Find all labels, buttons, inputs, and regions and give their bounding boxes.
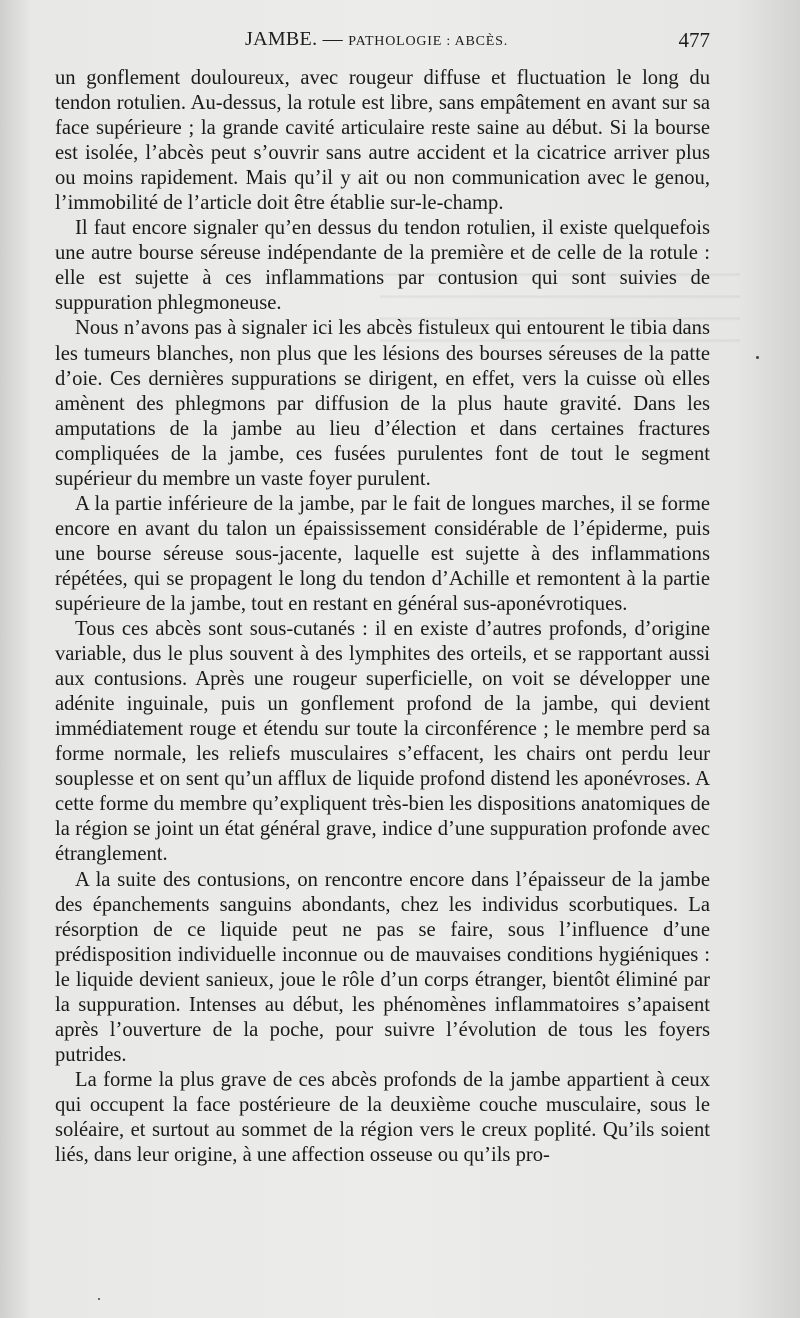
ink-speck [756, 356, 759, 359]
page-number: 477 [678, 28, 710, 52]
body-text [55, 66, 710, 1168]
paragraph-4: A la partie inférieure de la jambe, par le fait de longues marches, il se forme encore en avant du talon un épaississement considérable de l’épiderme, puis une bourse séreuse sous-jacente, laquelle est sujette à des inflammations répétées, qui se propagent le long du tendon d’Achille et remontent à la partie supérieure de la jambe, tout en restant en général sus-aponévrotiques. [55, 492, 710, 615]
running-head [245, 28, 508, 51]
paragraph-6: A la suite des contusions, on rencontre encore dans l’épaisseur de la jambe des épanchements sanguins abondants, chez les individus scorbutiques. La résorption de ce liquide peut ne pas se faire, sous l’influence d’une prédisposition individuelle inconnue ou de mauvaises conditions hygiéniques : le liquide devient sanieux, joue le rôle d’un corps étranger, bientôt éliminé par la suppuration. Intenses au début, les phénomènes inflammatoires s’apaisent après l’ouverture de la poche, pour suivre l’évolution de tous les foyers putrides. [55, 868, 710, 1066]
paragraph-1: un gonflement douloureux, avec rougeur diffuse et fluctuation le long du tendon rotulien. Au-dessus, la rotule est libre, sans empâtement en avant sur sa face supérieure ; la grande cavité articulaire reste saine au début. Si la bourse est isolée, l’abcès peut s’ouvrir sans autre accident et la cicatrice arriver plus ou moins rapidement. Mais qu’il y ait ou non communication avec le genou, l’immobilité de l’article doit être établie sur-le-champ. [55, 67, 710, 215]
page-header [55, 26, 710, 56]
paragraph-5: Tous ces abcès sont sous-cutanés : il en existe d’autres profonds, d’origine variable, dus le plus souvent à des lymphites des orteils, et se rapportant aussi aux contusions. Après une rougeur superficielle, on voit se développer une adénite inguinale, puis un gonflement profond de la jambe, qui devient immédiatement rouge et étendu sur toute la circonférence ; le membre perd sa forme normale, les reliefs musculaires s’effacent, les chairs ont perdu leur souplesse et on sent qu’un afflux de liquide profond distend les aponévroses. A cette forme du membre qu’expliquent très-bien les dispositions anatomiques de la région se joint un état général grave, indice d’une suppuration profonde avec étranglement. [55, 618, 710, 866]
paragraph-3: Nous n’avons pas à signaler ici les abcès fistuleux qui entourent le tibia dans les tumeurs blanches, non plus que les lésions des bourses séreuses de la patte d’oie. Ces dernières suppurations se dirigent, en effet, vers la cuisse où elles amènent des phlegmons par diffusion de la plus haute gravité. Dans les amputations de la jambe au lieu d’élection et dans certaines fractures compliquées de la jambe, ces fusées purulentes font de tout le segment supérieur du membre un vaste foyer purulent. [55, 317, 710, 490]
running-head-dash: — [317, 28, 349, 50]
paragraph-7: La forme la plus grave de ces abcès profonds de la jambe appartient à ceux qui occupent la face postérieure de la deuxième couche musculaire, sous le soléaire, et surtout au sommet de la région vers le creux poplité. Qu’ils soient liés, dans leur origine, à une affection osseuse ou qu’ils pro- [55, 1068, 710, 1167]
running-head-sub: PATHOLOGIE : ABCÈS. [348, 34, 509, 49]
paragraph-2: Il faut encore signaler qu’en dessus du tendon rotulien, il existe quelquefois une autre bourse séreuse indépendante de la première et de celle de la rotule : elle est sujette à ces inflammations par contusion qui sont suivies de suppuration phlegmoneuse. [55, 217, 710, 315]
ink-speck [98, 1298, 100, 1300]
running-head-main: JAMBE. [245, 28, 318, 50]
